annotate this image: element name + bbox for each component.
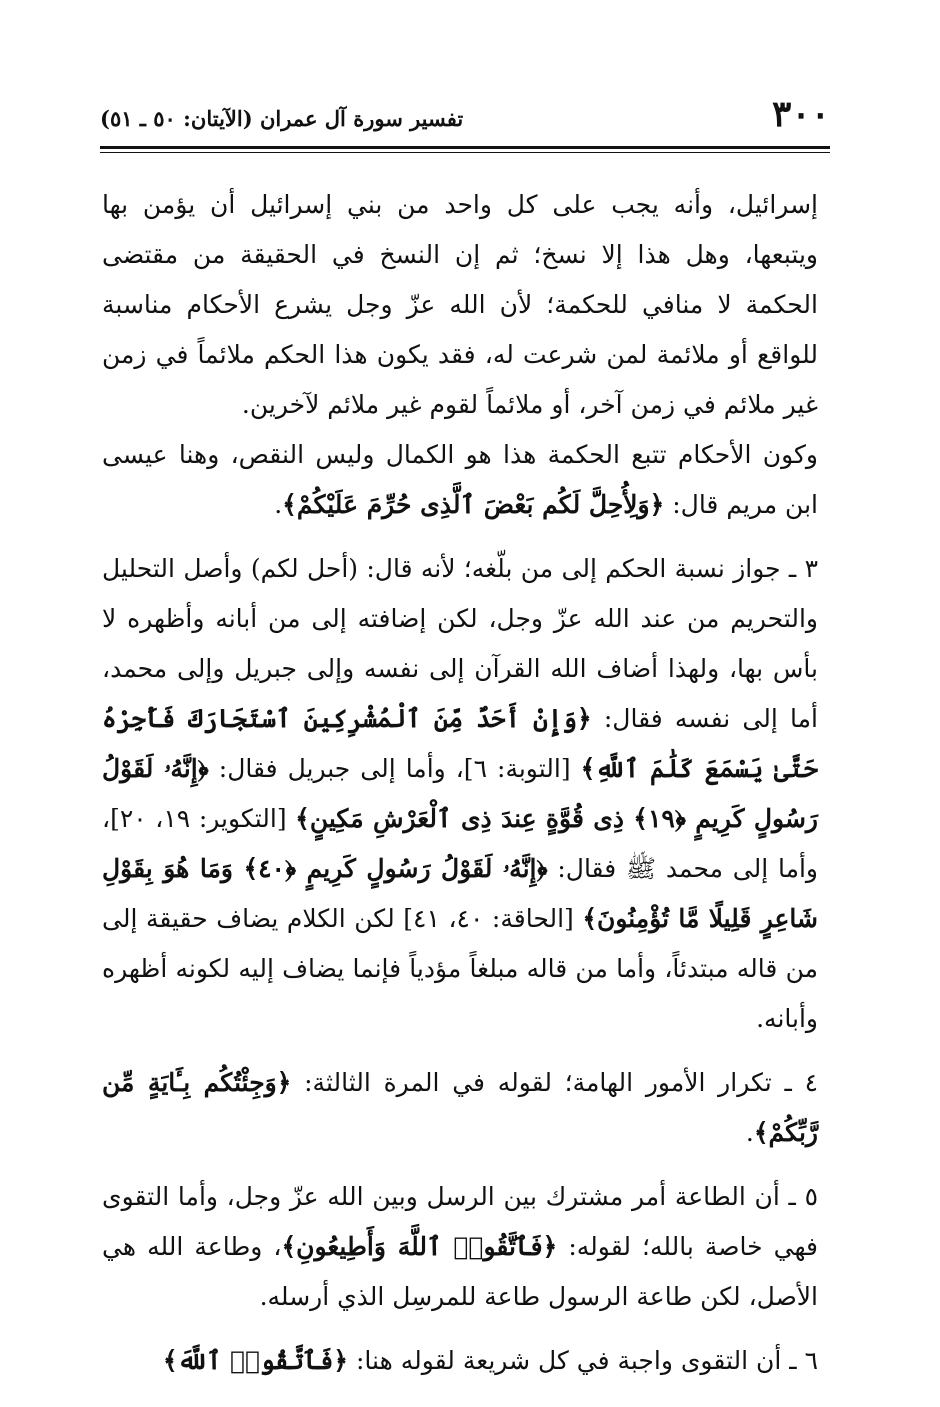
text-segment: ٦ ـ أن التقوى واجبة في كل شريعة لقوله هنا: <box>348 1346 818 1375</box>
paragraph <box>102 1058 818 1158</box>
quran-verse: ﴿إِنَّهُۥ لَقَوْلُ رَسُولٍ كَرِيمٍ ﴿١٩﴾ ذِى قُوَّةٍ عِندَ ذِى ٱلْعَرْشِ مَكِينٍ﴾ <box>102 754 818 833</box>
quran-verse: ﴿إِنَّهُۥ لَقَوْلُ رَسُولٍ كَرِيمٍ ﴿٤٠﴾ وَمَا هُوَ بِقَوْلِ شَاعِرٍ قَلِيلًا مَّا تُؤْمِنُونَ﴾ <box>102 854 818 933</box>
text-segment: [الحاقة: ٤٠، ٤١] لكن الكلام يضاف حقيقة إلى من قاله مبتدئاً، وأما من قاله مبلغاً مؤدياً فإنما يضاف إليه لكونه أظهره وأبانه. <box>102 904 818 1033</box>
running-title: تفسير سورة آل عمران (الآيتان: ٥٠ ـ ٥١) <box>100 106 464 131</box>
paragraph <box>102 1172 818 1322</box>
quran-verse: ﴿وَإِنْ أَحَدٌ مِّنَ ٱلْمُشْرِكِينَ ٱسْتَجَارَكَ فَأَجِرْهُ حَتَّىٰ يَسْمَعَ كَلَٰمَ ٱللَّهِ﴾ <box>102 704 818 783</box>
text-segment: [التكوير: ١٩، ٢٠]، وأما إلى محمد ﷺ فقال: <box>102 804 818 883</box>
text-segment: ٣ ـ جواز نسبة الحكم إلى من بلّغه؛ لأنه قال: (أحل لكم) وأصل التحليل والتحريم من عند الله عزّ وجل، لكن إضافته إلى من أبانه وأظهره لا بأس بها، ولهذا أضاف الله القرآن إلى نفسه وإلى جبريل وإلى محمد، أما إلى نفسه فقال: <box>102 554 818 733</box>
text-segment: . <box>274 490 283 519</box>
quran-verse: ﴿فَٱتَّقُوا۟ ٱللَّهَ وَأَطِيعُونِ﴾ <box>281 1232 558 1261</box>
paragraph <box>102 180 818 430</box>
text-segment: [التوبة: ٦]، وأما إلى جبريل فقال: <box>208 754 581 783</box>
header-rule-thin <box>100 152 830 153</box>
text-segment: إسرائيل، وأنه يجب على كل واحد من بني إسرائيل أن يؤمن بها ويتبعها، وهل هذا إلا نسخ؛ ثم إن النسخ في الحقيقة من مقتضى الحكمة لا منافي للحكمة؛ لأن الله عزّ وجل يشرع الأحكام مناسبة للواقع أو ملائمة لمن شرعت له، فقد يكون هذا الحكم ملائماً في زمن غير ملائم في زمن آخر، أو ملائماً لقوم غير ملائم لآخرين. <box>102 190 818 419</box>
page-number: ٣٠٠ <box>771 93 830 135</box>
page-header <box>100 92 830 142</box>
body-text <box>102 180 818 1386</box>
header-rule-thick <box>100 146 830 149</box>
text-segment: ٥ ـ أن الطاعة أمر مشترك بين الرسل وبين الله عزّ وجل، وأما التقوى فهي خاصة بالله؛ لقوله: <box>102 1182 818 1261</box>
text-segment: وكون الأحكام تتبع الحكمة هذا هو الكمال وليس النقص، وهنا عيسى ابن مريم قال: <box>102 440 818 519</box>
quran-verse: ﴿وَجِئْتُكُم بِـَٔايَةٍ مِّن رَّبِّكُمْ﴾ <box>102 1068 818 1147</box>
quran-verse: ﴿فَٱتَّقُوا۟ ٱللَّهَ﴾ <box>162 1346 349 1375</box>
text-segment: . <box>745 1118 754 1147</box>
paragraph <box>102 1336 818 1386</box>
text-segment: ٤ ـ تكرار الأمور الهامة؛ لقوله في المرة الثالثة: <box>291 1068 818 1097</box>
paragraph <box>102 430 818 530</box>
quran-verse: ﴿وَلِأُحِلَّ لَكُم بَعْضَ ٱلَّذِى حُرِّمَ عَلَيْكُمْ﴾ <box>282 490 665 519</box>
text-segment: ، وطاعة الله هي الأصل، لكن طاعة الرسول طاعة للمرسِل الذي أرسله. <box>102 1232 818 1311</box>
paragraph <box>102 544 818 1044</box>
